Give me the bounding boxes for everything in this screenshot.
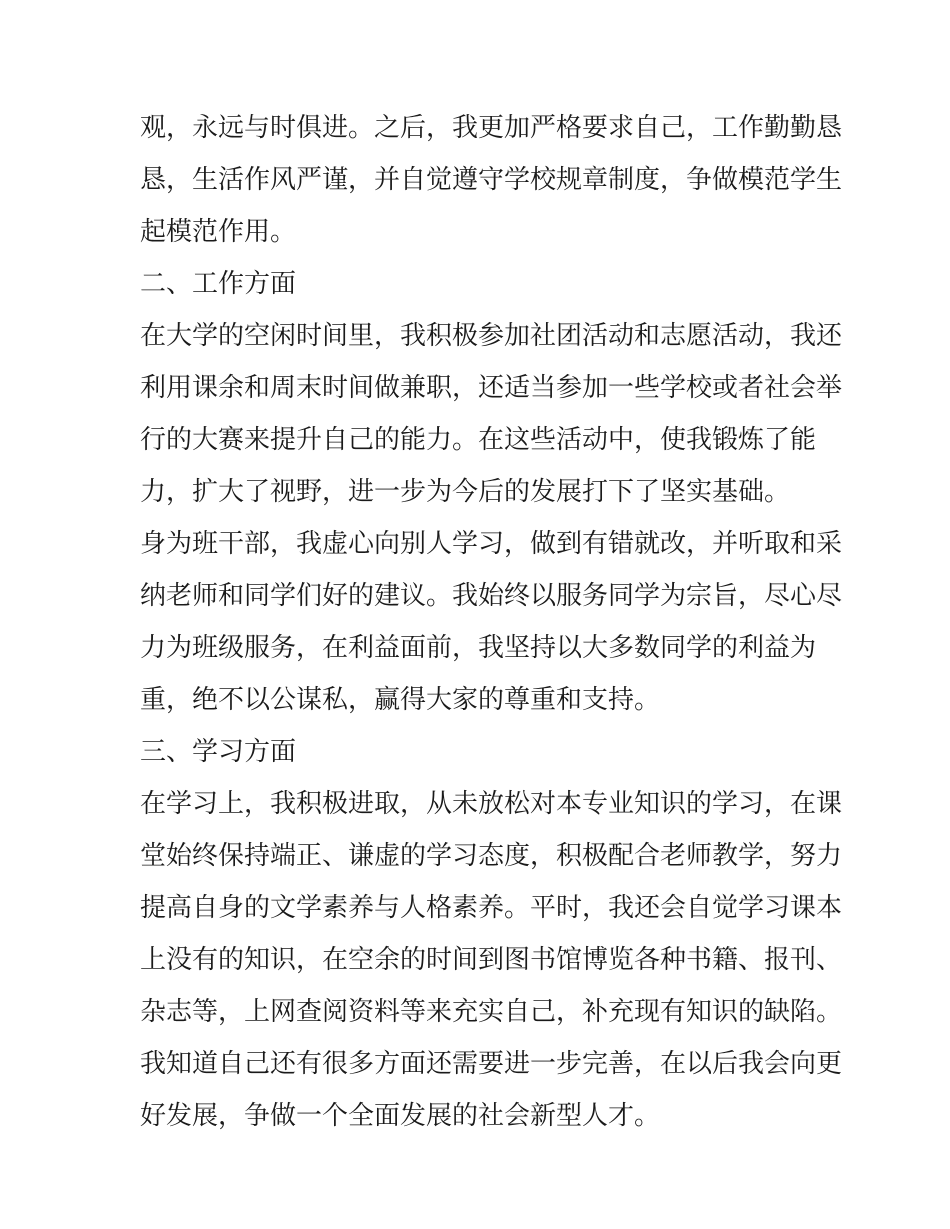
text-line: 起模范作用。 (140, 217, 297, 247)
text-line: 恳，生活作风严谨，并自觉遵守学校规章制度，争做模范学生 (140, 165, 843, 195)
text-line: 杂志等，上网查阅资料等来充实自己，补充现有知识的缺陷。 (140, 997, 843, 1027)
text-line: 好发展，争做一个全面发展的社会新型人才。 (140, 1101, 661, 1131)
section-heading-study: 三、学习方面 (140, 737, 297, 767)
text-line: 在大学的空闲时间里，我积极参加社团活动和志愿活动，我还 (140, 321, 843, 351)
text-line: 利用课余和周末时间做兼职，还适当参加一些学校或者社会举 (140, 373, 843, 403)
text-line: 上没有的知识，在空余的时间到图书馆博览各种书籍、报刊、 (140, 945, 843, 975)
text-line: 重，绝不以公谋私，赢得大家的尊重和支持。 (140, 685, 661, 715)
document-body (140, 102, 843, 1142)
text-line: 身为班干部，我虚心向别人学习，做到有错就改，并听取和采 (140, 529, 843, 559)
text-line: 提高自身的文学素养与人格素养。平时，我还会自觉学习课本 (140, 893, 843, 923)
text-line: 纳老师和同学们好的建议。我始终以服务同学为宗旨，尽心尽 (140, 581, 843, 611)
section-heading-work: 二、工作方面 (140, 269, 297, 299)
text-line: 我知道自己还有很多方面还需要进一步完善，在以后我会向更 (140, 1049, 843, 1079)
text-line: 行的大赛来提升自己的能力。在这些活动中，使我锻炼了能 (140, 425, 817, 455)
text-line: 力为班级服务，在利益面前，我坚持以大多数同学的利益为 (140, 633, 817, 663)
text-line: 在学习上，我积极进取，从未放松对本专业知识的学习，在课 (140, 789, 843, 819)
text-line: 力，扩大了视野，进一步为今后的发展打下了坚实基础。 (140, 477, 791, 507)
text-line: 堂始终保持端正、谦虚的学习态度，积极配合老师教学，努力 (140, 841, 843, 871)
text-line: 观，永远与时俱进。之后，我更加严格要求自己，工作勤勤恳 (140, 113, 843, 143)
